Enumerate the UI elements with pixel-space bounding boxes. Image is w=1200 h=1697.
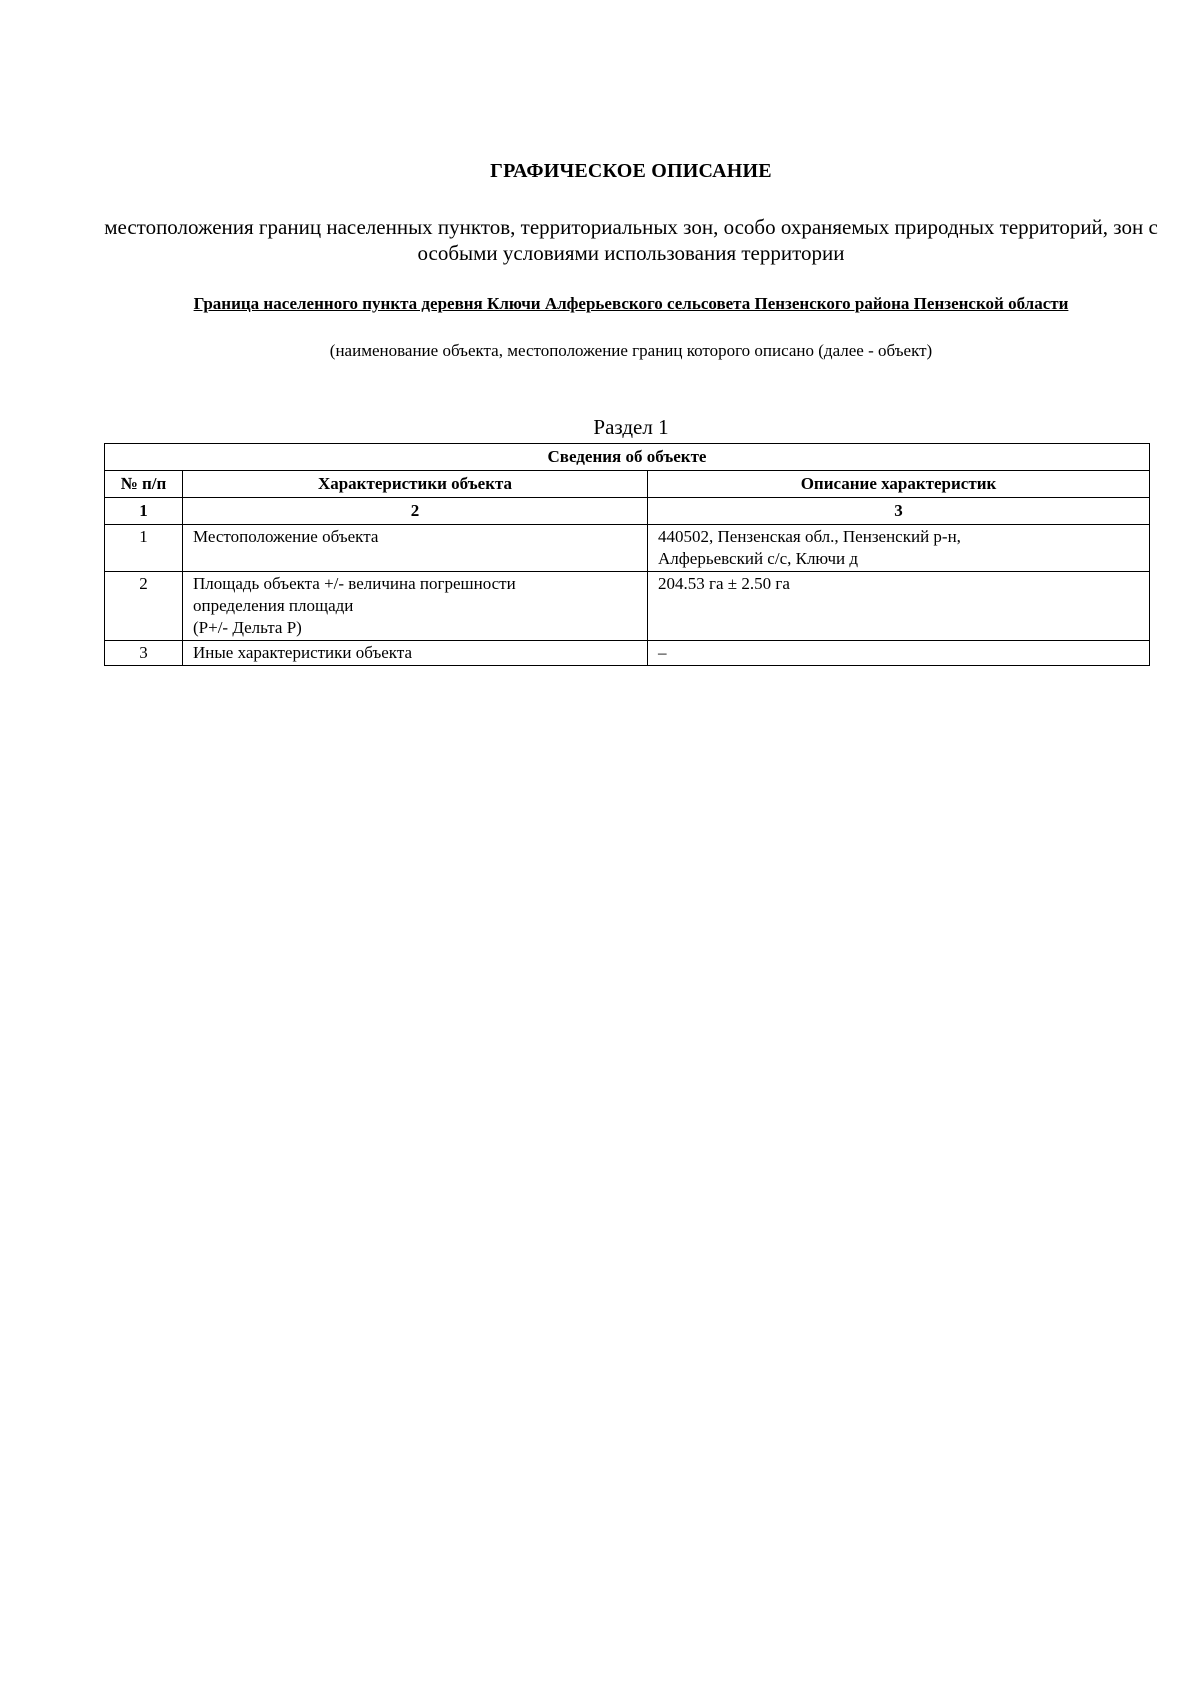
characteristic-line: Площадь объекта +/- величина погрешности: [193, 574, 516, 593]
header-number: № п/п: [105, 471, 183, 498]
object-info-table: [104, 443, 1150, 666]
header-description: Описание характеристик: [648, 471, 1150, 498]
row-description: –: [648, 641, 1150, 666]
row-number: 3: [105, 641, 183, 666]
row-characteristic: Местоположение объекта: [183, 525, 648, 572]
row-number: 2: [105, 572, 183, 641]
header-characteristic: Характеристики объекта: [183, 471, 648, 498]
row-description: 204.53 га ± 2.50 га: [648, 572, 1150, 641]
table-row: [105, 572, 1150, 641]
object-name: Граница населенного пункта деревня Ключи Алферьевского сельсовета Пензенского района Пензенской области: [193, 294, 1069, 313]
characteristic-line: определения площади: [193, 596, 354, 615]
description-line: Алферьевский с/с, Ключи д: [658, 549, 859, 568]
column-number-row: [105, 498, 1150, 525]
table-caption-row: [105, 444, 1150, 471]
table-row: [105, 641, 1150, 666]
column-number-1: 1: [105, 498, 183, 525]
column-number-3: 3: [648, 498, 1150, 525]
object-name-caption: (наименование объекта, местоположение границ которого описано (далее - объект): [329, 341, 933, 360]
row-description: [648, 525, 1150, 572]
document-title: ГРАФИЧЕСКОЕ ОПИСАНИЕ: [490, 160, 772, 182]
document-subtitle: местоположения границ населенных пунктов, территориальных зон, особо охраняемых природных территорий, зон с особыми условиями использования территории: [104, 215, 1158, 265]
column-number-2: 2: [183, 498, 648, 525]
table-header-row: [105, 471, 1150, 498]
row-characteristic: Иные характеристики объекта: [183, 641, 648, 666]
table-row: [105, 525, 1150, 572]
table-caption: Сведения об объекте: [105, 444, 1150, 471]
description-line: 440502, Пензенская обл., Пензенский р-н,: [658, 527, 961, 546]
characteristic-line: (Р+/- Дельта Р): [193, 618, 302, 637]
row-number: 1: [105, 525, 183, 572]
row-characteristic: [183, 572, 648, 641]
section-title: Раздел 1: [593, 415, 669, 439]
